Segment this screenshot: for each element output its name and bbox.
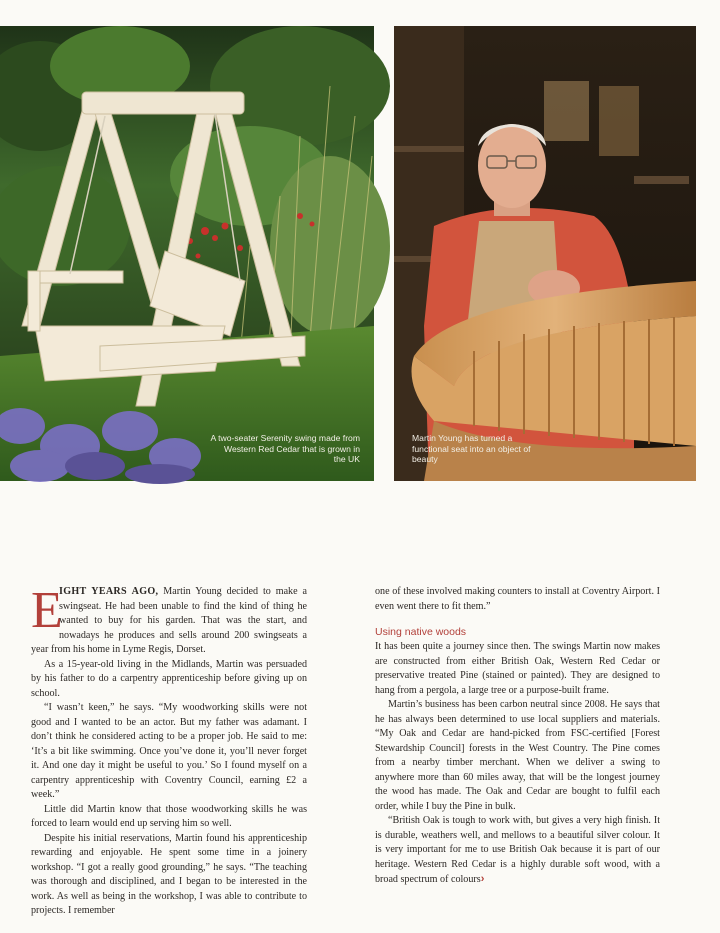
craftsman-portrait-image bbox=[394, 26, 696, 481]
portrait-photo-caption: Martin Young has turned a functional seat into an object of beauty bbox=[412, 433, 531, 465]
article-column-2 bbox=[375, 585, 660, 888]
svg-text:E: E bbox=[31, 582, 63, 639]
opening-paragraph bbox=[31, 582, 307, 658]
lead-in: IGHT YEARS AGO, bbox=[59, 586, 159, 597]
portrait-photo bbox=[394, 26, 696, 481]
paragraph-text: “British Oak is tough to work with, but gives a very high finish. It is durable, weathers well, and mellows to a beautiful silver colour. It is very important for me to use British Oak because it is part of our heritage. Western Red Cedar is a highly durable soft wood, with a broad spectrum of colours bbox=[375, 815, 660, 885]
continue-arrow-icon: › bbox=[480, 873, 485, 885]
swing-photo-caption: A two-seater Serenity swing made from Western Red Cedar that is grown in the UK bbox=[210, 433, 360, 465]
section-subheading: Using native woods bbox=[375, 626, 467, 638]
paragraph: As a 15-year-old living in the Midlands, Martin was persuaded by his father to do a carpentry apprenticeship before giving up on school. bbox=[31, 658, 307, 699]
garden-swing-image bbox=[0, 26, 374, 481]
paragraph: Despite his initial reservations, Martin found his apprenticeship rewarding and enjoyable. He spent some time in a joinery workshop. “I got a really good grounding,” he says. “The teaching was thorough and disciplined, and I began to be interested in the work. As well as being in the workshop, I was able to contribute to projects. I remember bbox=[31, 832, 307, 916]
paragraph: one of these involved making counters to install at Coventry Airport. I even went there to fit them.” bbox=[375, 586, 660, 612]
paragraph: It has been quite a journey since then. The swings Martin now makes are constructed from either British Oak, Western Red Cedar or preservative treated Pine (stained or painted). They are designed to hang from a pergola, a large tree or a purpose-built frame. bbox=[375, 641, 660, 696]
paragraph: Little did Martin know that those woodworking skills he was forced to learn would end up serving him so well. bbox=[31, 803, 307, 829]
drop-cap bbox=[31, 582, 63, 639]
drop-cap-letter-icon bbox=[31, 582, 63, 639]
paragraph bbox=[375, 814, 660, 888]
paragraph-text: Martin Young decided to make a swingseat. He had been unable to find the kind of thing he wanted to buy for his garden. That was the start, and nowadays he produces and sells around 200 swingseats a year from his home in Lyme Regis, Dorset. bbox=[31, 586, 307, 655]
paragraph: “I wasn’t keen,” he says. “My woodworking skills were not good and I wanted to be an actor. But my father was adamant. I don’t think he considered acting to be a proper job. He said to me: ‘It’s a bit like swimming. Once you’ve done it, you’ll never forget it. And one day it might be useful to you.’ So I found myself on a carpentry apprenticeship with Coventry Council, earning £2 a week.” bbox=[31, 702, 307, 800]
swing-seat-photo bbox=[0, 26, 374, 481]
paragraph: Martin’s business has been carbon neutral since 2008. He says that he has always been determined to use local suppliers and materials. “My Oak and Cedar are hand-picked from FSC-certified [Forest Stewardship Council] forests in the West Country. The Pine comes from a nearby timber merchant. When we deliver a swing to anywhere more than 60 miles away, that will be the longest journey the wood has made. The Oak and Cedar are bought to fulfil each order, while I buy the Pine in bulk. bbox=[375, 699, 660, 812]
article-column-1 bbox=[31, 582, 307, 919]
